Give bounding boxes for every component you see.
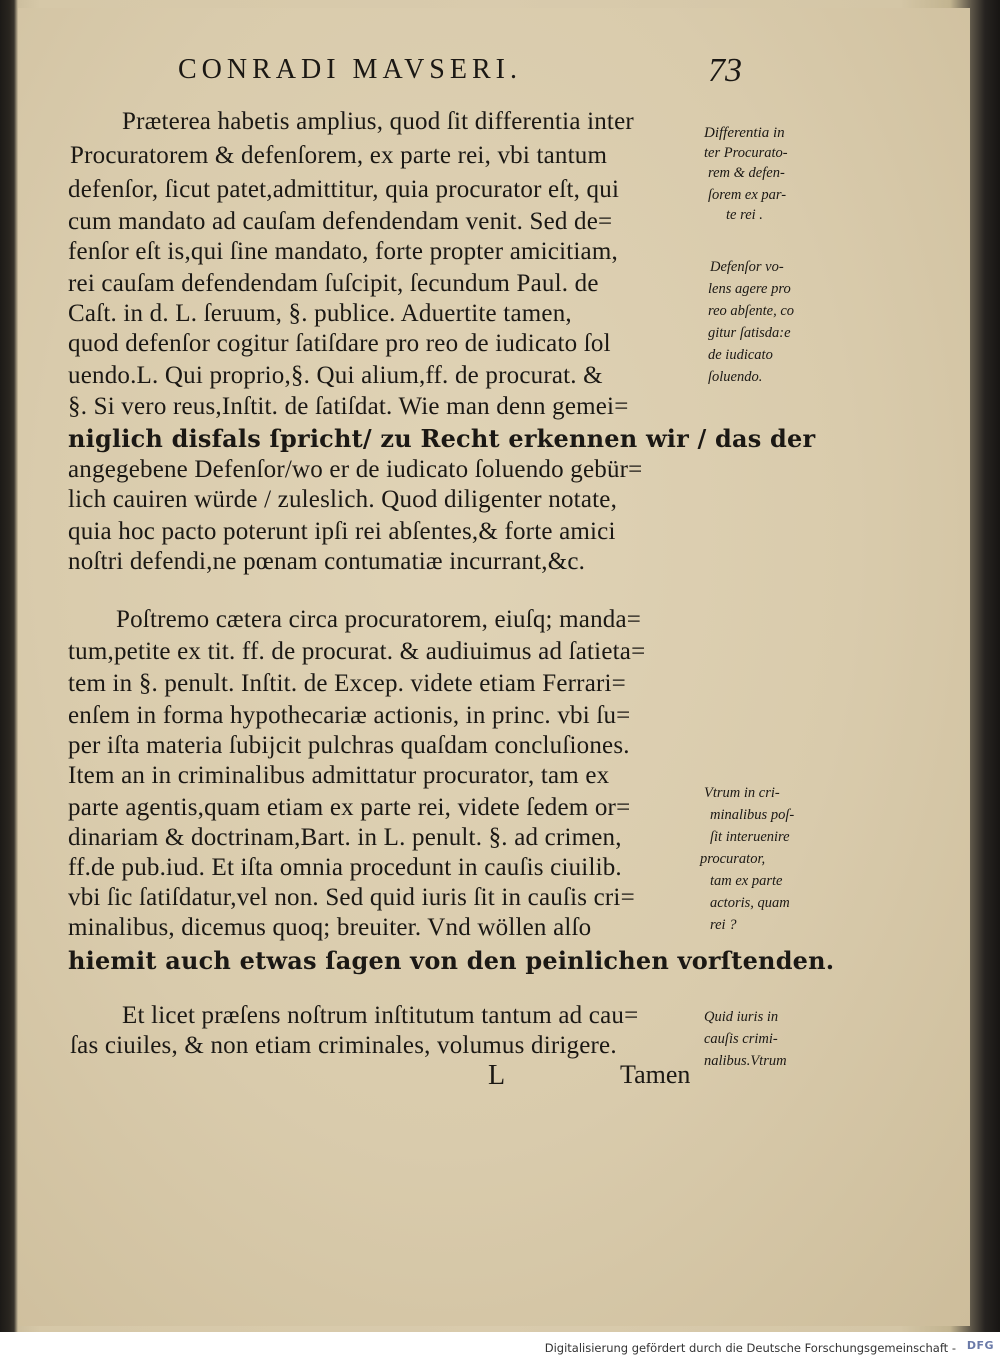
body-line: dinariam & doctrinam,Bart. in L. penult. §. ad crimen,	[68, 824, 622, 851]
body-line: angegebene Defenſor/wo er de iudicato ſoluendo gebür=	[68, 456, 643, 483]
signature-mark: L	[488, 1060, 506, 1091]
margin-note-line: Defenſor vo-	[710, 259, 784, 275]
page-number: 73	[708, 52, 742, 89]
body-line: vbi ſic ſatiſdatur,vel non. Sed quid iuris ſit in cauſis cri=	[68, 884, 635, 911]
catchword: Tamen	[620, 1060, 691, 1089]
margin-note-line: cauſis crimi-	[704, 1031, 778, 1047]
footer-bar	[0, 1332, 1000, 1361]
body-line: ff.de pub.iud. Et iſta omnia procedunt in cauſis ciuilib.	[68, 854, 622, 881]
body-line: cum mandato ad cauſam defendendam venit. Sed de=	[68, 208, 613, 235]
body-line: Caſt. in d. L. ſeruum, §. publice. Aduertite tamen,	[68, 300, 572, 327]
body-line-fraktur: niglich disfals ſpricht/ zu Recht erkennen wir / das der	[68, 424, 816, 453]
body-line: per iſta materia ſubijcit pulchras quaſdam concluſiones.	[68, 732, 630, 759]
margin-note-line: Quid iuris in	[704, 1009, 779, 1025]
margin-note-line: ſorem ex par-	[708, 187, 787, 203]
body-line: quia hoc pacto poterunt ipſi rei abſentes,& forte amici	[68, 518, 616, 545]
body-line: lich cauiren würde / zuleslich. Quod diligenter notate,	[68, 486, 618, 513]
body-line: Præterea habetis amplius, quod ſit differentia inter	[122, 108, 634, 135]
margin-note-line: tam ex parte	[710, 873, 783, 889]
margin-note-line: ſoluendo.	[708, 369, 763, 385]
margin-note-line: rem & defen-	[708, 165, 785, 181]
margin-note-line: Differentia in	[704, 125, 785, 141]
body-line: ſas ciuiles, & non etiam criminales, volumus dirigere.	[70, 1032, 617, 1059]
body-line: §. Si vero reus,Inſtit. de ſatiſdat. Wie man denn gemei=	[68, 393, 629, 420]
body-line: Item an in criminalibus admittatur procurator, tam ex	[68, 762, 610, 789]
margin-note-line: actoris, quam	[710, 895, 790, 911]
body-line: Poſtremo cætera circa procuratorem, eiuſq; manda=	[116, 606, 642, 633]
body-line: tem in §. penult. Inſtit. de Excep. videte etiam Ferrari=	[68, 670, 626, 697]
body-line-fraktur: hiemit auch etwas ſagen von den peinlichen vorſtenden.	[68, 946, 835, 975]
margin-note-line: ſit interuenire	[710, 829, 790, 845]
body-line: enſem in forma hypothecariæ actionis, in princ. vbi ſu=	[68, 702, 631, 729]
margin-note-line: nalibus.Vtrum	[704, 1053, 787, 1069]
body-line: fenſor eſt is,qui ſine mandato, forte propter amicitiam,	[68, 238, 618, 265]
body-line: Et licet præſens noſtrum inſtitutum tantum ad cau=	[122, 1002, 639, 1029]
margin-note-line: ter Procurato-	[704, 145, 788, 161]
margin-note-line: Vtrum in cri-	[704, 785, 780, 801]
dfg-logo: DFG	[966, 1339, 994, 1352]
margin-note-line: de iudicato	[708, 347, 773, 363]
body-line: quod defenſor cogitur ſatiſdare pro reo de iudicato ſol	[68, 330, 611, 357]
body-line: parte agentis,quam etiam ex parte rei, videte ſedem or=	[68, 794, 631, 821]
body-line: rei cauſam defendendam ſuſcipit, ſecundum Paul. de	[68, 270, 599, 297]
book-page	[18, 8, 970, 1326]
margin-note-line: reo abſente, co	[708, 303, 795, 319]
body-line: noſtri defendi,ne pœnam contumatiæ incurrant,&c.	[68, 548, 586, 575]
body-line: tum,petite ex tit. ff. de procurat. & audiuimus ad ſatieta=	[68, 638, 646, 665]
running-head: CONRADI MAVSERI.	[178, 54, 522, 85]
body-line: uendo.L. Qui proprio,§. Qui alium,ff. de procurat. &	[68, 362, 603, 389]
margin-note-line: procurator,	[700, 851, 766, 867]
margin-note-line: lens agere pro	[708, 281, 791, 297]
body-line: defenſor, ſicut patet,admittitur, quia procurator eſt, qui	[68, 176, 620, 203]
body-line: minalibus, dicemus quoq; breuiter. Vnd wöllen alſo	[68, 914, 592, 941]
body-line: Procuratorem & defenſorem, ex parte rei, vbi tantum	[70, 142, 608, 169]
margin-note-line: minalibus poſ-	[710, 807, 795, 823]
margin-note-line: te rei .	[726, 207, 763, 223]
funding-note: Digitalisierung gefördert durch die Deutsche Forschungsgemeinschaft -	[544, 1341, 956, 1355]
margin-note-line: rei ?	[710, 917, 737, 933]
margin-note-line: gitur ſatisda:e	[708, 325, 791, 341]
